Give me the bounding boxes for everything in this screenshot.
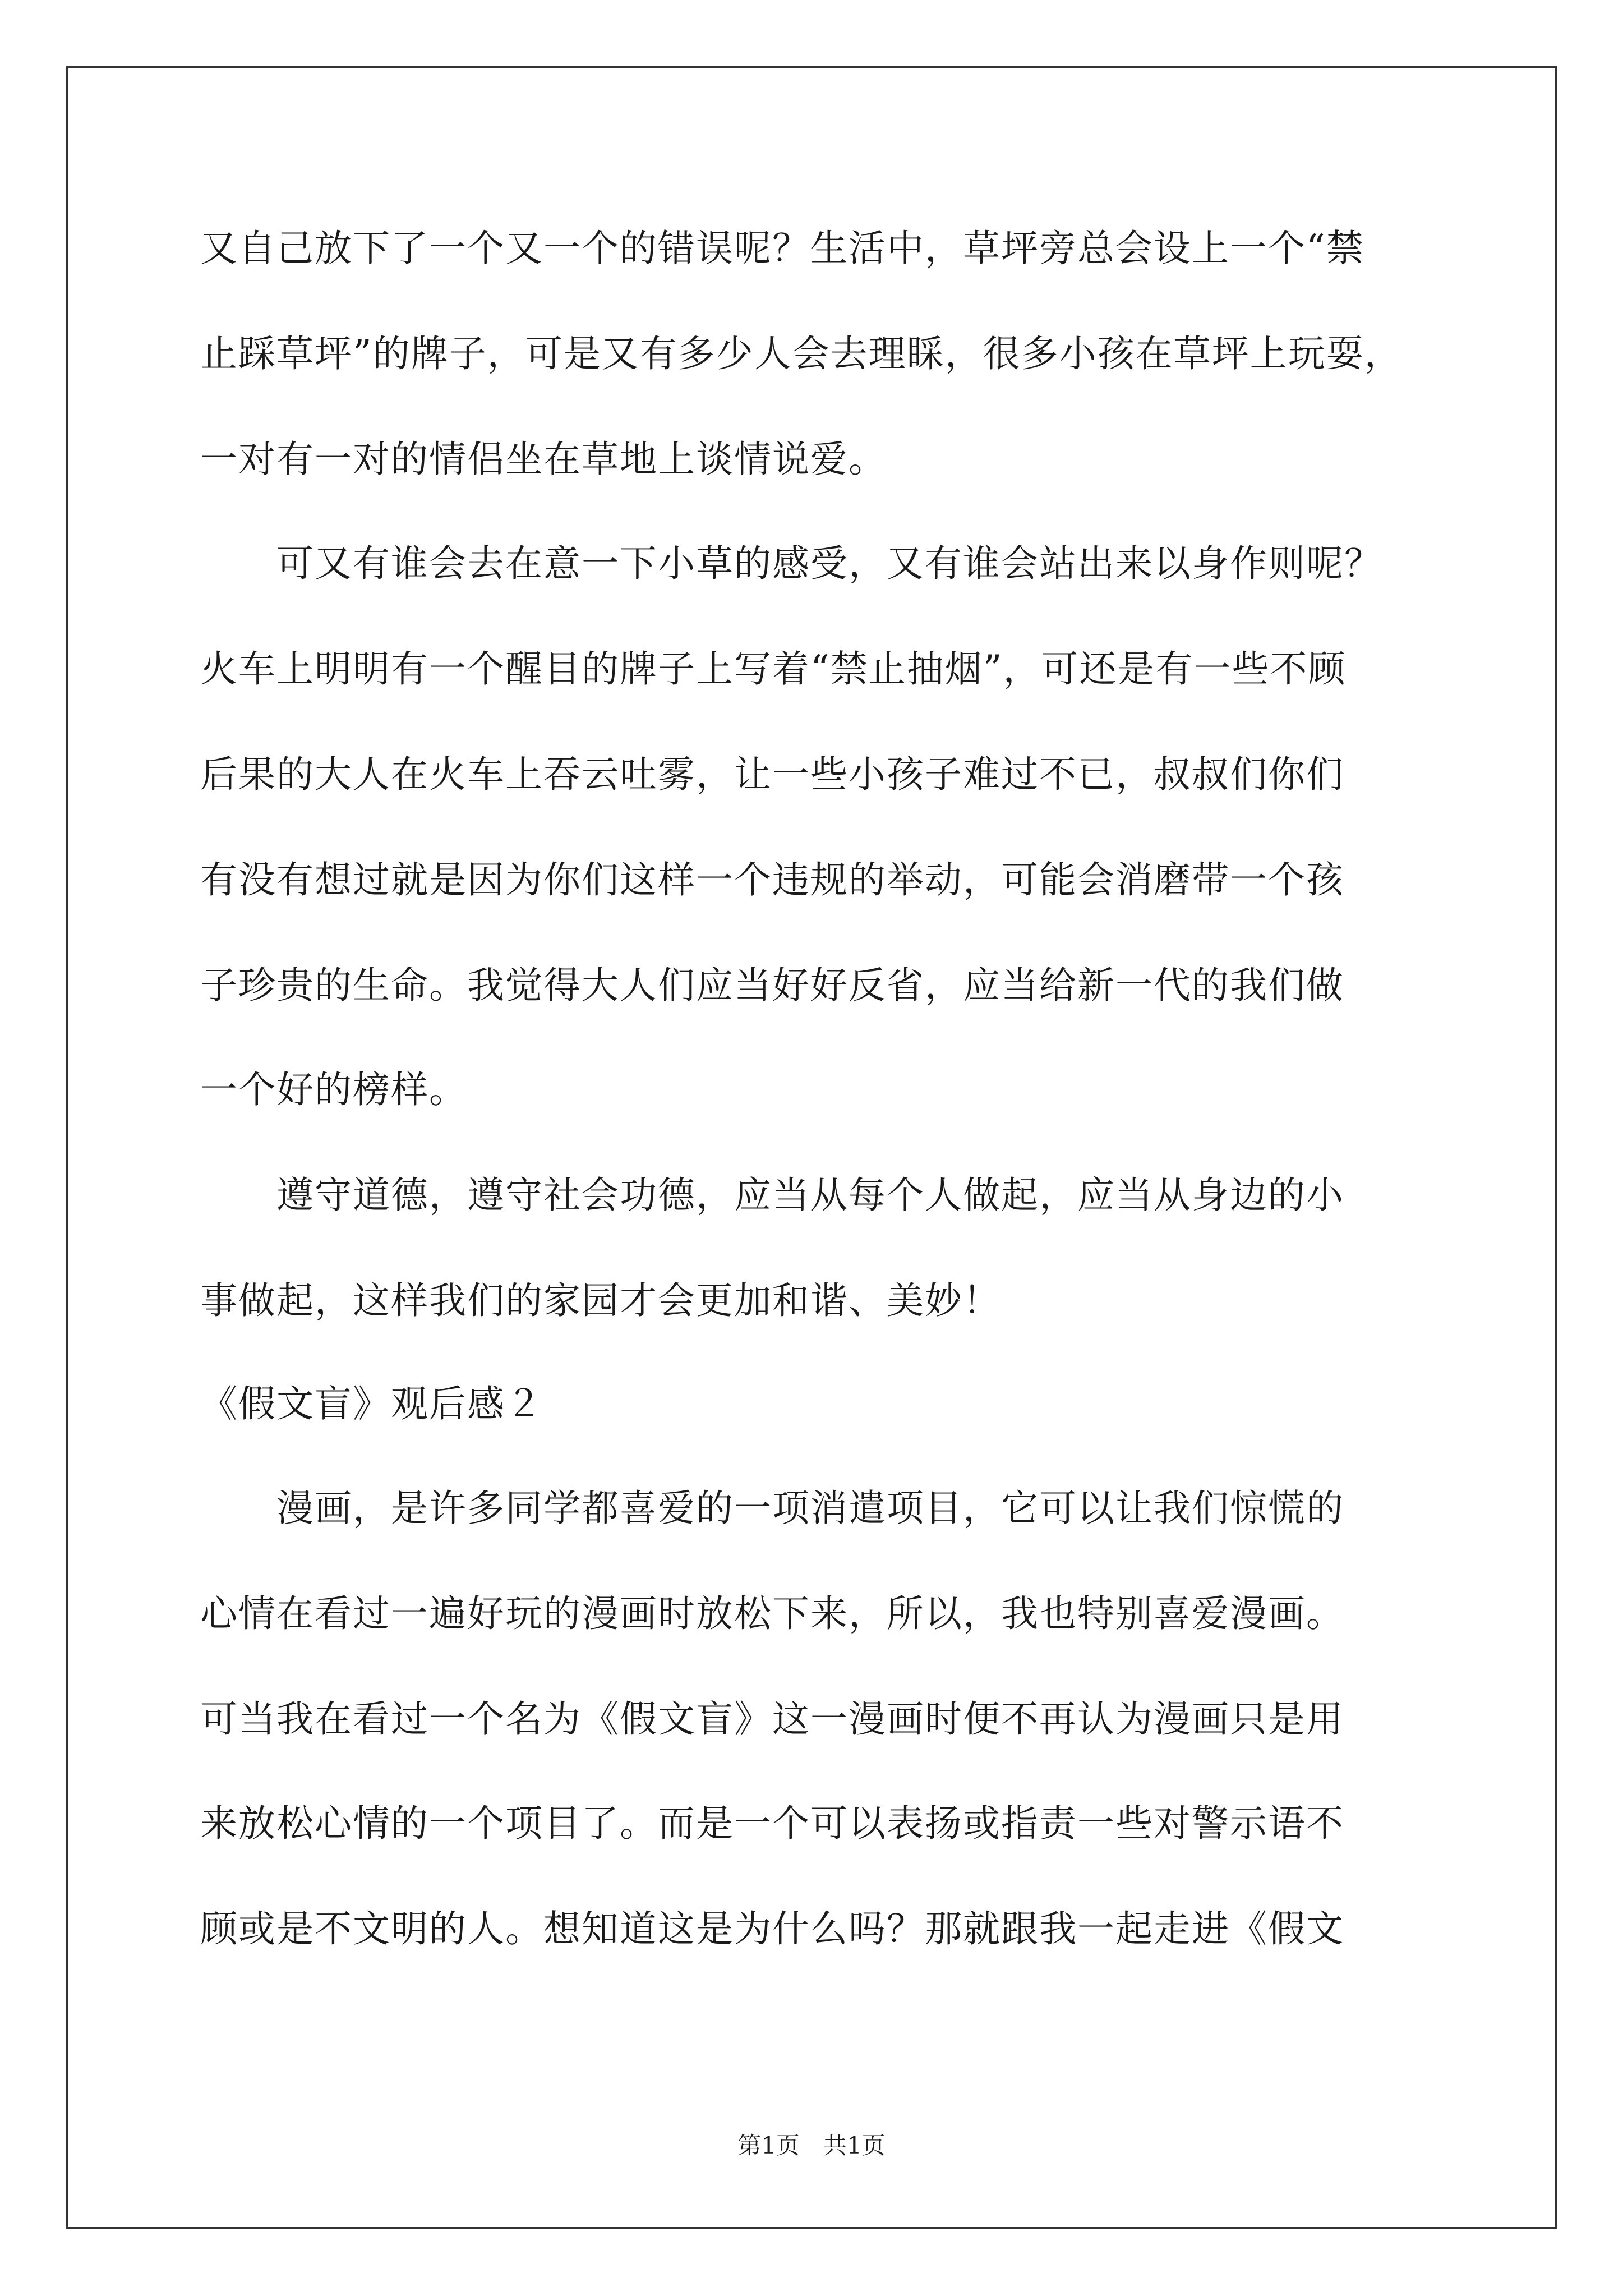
text-line: 一个好的榜样。 <box>200 1068 467 1111</box>
page-number-footer: 第1页 共1页 <box>737 2132 886 2159</box>
text-line: 火车上明明有一个醒目的牌子上写着“禁止抽烟”，可还是有一些不顾 <box>200 647 1347 691</box>
text-line: 又自己放下了一个又一个的错误呢？生活中，草坪旁总会设上一个“禁 <box>200 227 1364 270</box>
text-line: 后果的大人在火车上吞云吐雾，让一些小孩子难过不已，叔叔们你们 <box>200 753 1344 796</box>
text-line: 止踩草坪”的牌子，可是又有多少人会去理睬，很多小孩在草坪上玩耍， <box>200 332 1403 375</box>
text-line: 子珍贵的生命。我觉得大人们应当好好反省，应当给新一代的我们做 <box>200 964 1344 1007</box>
text-line: 来放松心情的一个项目了。而是一个可以表扬或指责一些对警示语不 <box>200 1802 1344 1845</box>
paragraph-start: 漫画，是许多同学都喜爱的一项消遣项目，它可以让我们惊慌的 <box>200 1487 1344 1530</box>
section-heading: 《假文盲》观后感２ <box>200 1382 543 1425</box>
text-line: 心情在看过一遍好玩的漫画时放松下来，所以，我也特别喜爱漫画。 <box>200 1592 1344 1635</box>
text-line: 有没有想过就是因为你们这样一个违规的举动，可能会消磨带一个孩 <box>200 858 1344 901</box>
text-line: 顾或是不文明的人。想知道这是为什么吗？那就跟我一起走进《假文 <box>200 1907 1344 1950</box>
paragraph-start: 可又有谁会去在意一下小草的感受，又有谁会站出来以身作则呢？ <box>200 542 1382 585</box>
text-line: 事做起，这样我们的家园才会更加和谐、美妙！ <box>200 1279 1001 1322</box>
text-line: 一对有一对的情侣坐在草地上谈情说爱。 <box>200 438 887 481</box>
paragraph-start: 遵守道德，遵守社会功德，应当从每个人做起，应当从身边的小 <box>200 1174 1344 1217</box>
text-line: 可当我在看过一个名为《假文盲》这一漫画时便不再认为漫画只是用 <box>200 1697 1344 1741</box>
